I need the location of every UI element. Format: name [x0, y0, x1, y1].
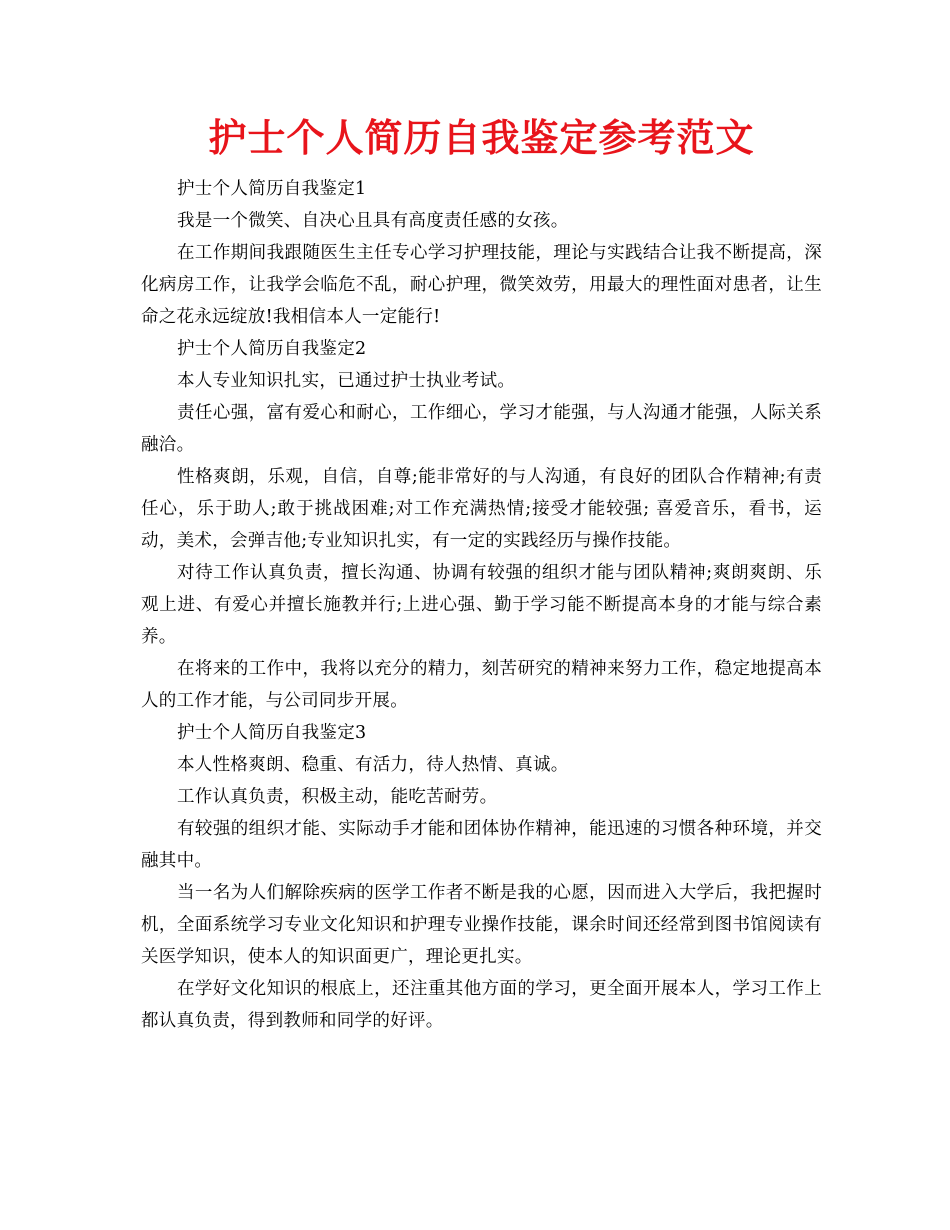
paragraph: 我是一个微笑、自决心且具有高度责任感的女孩。 — [177, 211, 569, 231]
section-heading: 护士个人简历自我鉴定1 — [177, 179, 367, 199]
section-heading: 护士个人简历自我鉴定3 — [177, 723, 367, 743]
document-body — [141, 173, 822, 1037]
paragraph: 有较强的组织才能、实际动手才能和团体协作精神，能迅速的习惯各种环境，并交融其中。 — [141, 819, 822, 871]
paragraph: 当一名为人们解除疾病的医学工作者不断是我的心愿，因而进入大学后，我把握时机，全面系统学习专业文化知识和护理专业操作技能，课余时间还经常到图书馆阅读有关医学知识，使本人的知识面更广，理论更扎实。 — [141, 883, 822, 967]
paragraph: 责任心强，富有爱心和耐心，工作细心，学习才能强，与人沟通才能强，人际关系融洽。 — [141, 403, 822, 455]
paragraph: 在工作期间我跟随医生主任专心学习护理技能，理论与实践结合让我不断提高，深化病房工作，让我学会临危不乱，耐心护理，微笑效劳，用最大的理性面对患者，让生命之花永远绽放!我相信本人一定能行! — [141, 243, 822, 327]
paragraph: 本人性格爽朗、稳重、有活力，待人热情、真诚。 — [177, 755, 569, 775]
paragraph: 工作认真负责，积极主动，能吃苦耐劳。 — [177, 787, 498, 807]
paragraph: 性格爽朗，乐观，自信，自尊;能非常好的与人沟通，有良好的团队合作精神;有责任心，乐于助人;敢于挑战困难;对工作充满热情;接受才能较强; 喜爱音乐，看书，运动，美术，会弹吉他;专业知识扎实，有一定的实践经历与操作技能。 — [141, 467, 822, 551]
paragraph: 在将来的工作中，我将以充分的精力，刻苦研究的精神来努力工作，稳定地提高本人的工作才能，与公司同步开展。 — [141, 659, 822, 711]
paragraph: 在学好文化知识的根底上，还注重其他方面的学习，更全面开展本人，学习工作上都认真负责，得到教师和同学的好评。 — [141, 979, 822, 1031]
section-heading: 护士个人简历自我鉴定2 — [177, 339, 367, 359]
document-title: 护士个人简历自我鉴定参考范文 — [208, 116, 755, 160]
paragraph: 对待工作认真负责，擅长沟通、协调有较强的组织才能与团队精神;爽朗爽朗、乐观上进、有爱心并擅长施教并行;上进心强、勤于学习能不断提高本身的才能与综合素养。 — [141, 563, 822, 647]
paragraph: 本人专业知识扎实，已通过护士执业考试。 — [177, 371, 516, 391]
